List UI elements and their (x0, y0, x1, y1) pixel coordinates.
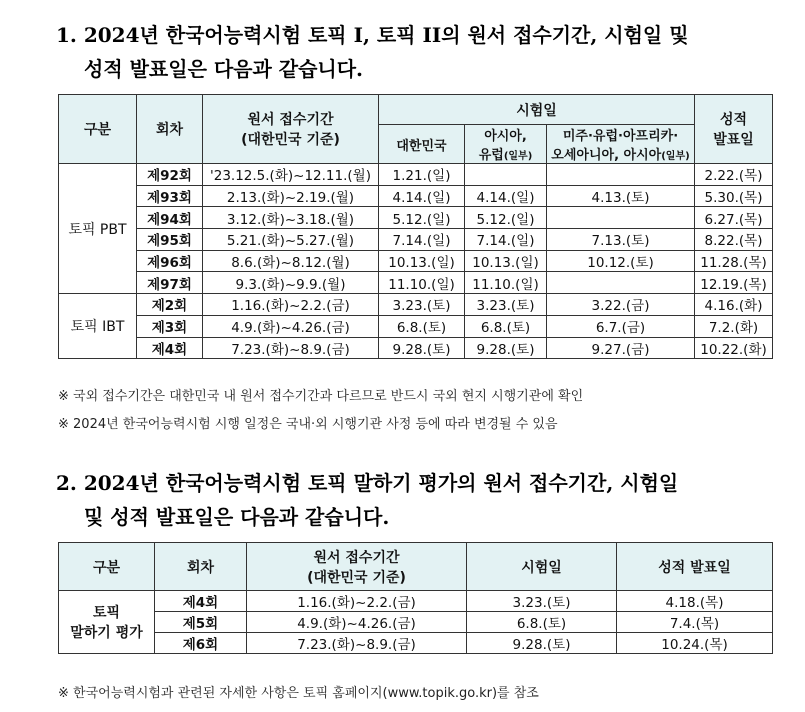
round-cell: 제94회 (137, 207, 203, 229)
table-row (59, 229, 773, 251)
header-other-line1: 미주·유럽·아프리카· (562, 129, 679, 144)
application-cell: 7.23.(화)~8.9.(금) (247, 633, 467, 654)
header-asia-sub: (일부) (503, 151, 533, 162)
round-cell: 제96회 (137, 250, 203, 272)
round-cell: 제2회 (137, 294, 203, 316)
table-row (59, 185, 773, 207)
section2-note: ※ 한국어능력시험과 관련된 자세한 사항은 토픽 홈페이지(www.topik.go.kr)를 참조 (58, 686, 539, 701)
header-result (695, 95, 773, 164)
section1-note-1: ※ 국외 접수기간은 대한민국 내 원서 접수기간과 다르므로 반드시 국외 현지 시행기관에 확인 (58, 389, 584, 404)
other-date-cell: 7.13.(토) (547, 229, 695, 251)
section1-note-2: ※ 2024년 한국어능력시험 시행 일정은 국내·외 시행기관 사정 등에 따라 변경될 수 있음 (58, 417, 558, 432)
result-cell: 4.16.(화) (695, 294, 773, 316)
section1-title-line1: 1. 2024년 한국어능력시험 토픽 I, 토픽 II의 원서 접수기간, 시험일 및 (56, 23, 689, 47)
korea-date-cell: 10.13.(일) (379, 250, 465, 272)
korea-date-cell: 11.10.(일) (379, 272, 465, 294)
header-asia-line1: 아시아, (484, 129, 527, 144)
korea-date-cell: 1.21.(일) (379, 164, 465, 186)
asia-date-cell (465, 164, 547, 186)
table-row (59, 250, 773, 272)
header-round: 회차 (137, 95, 203, 164)
asia-date-cell: 4.14.(일) (465, 185, 547, 207)
asia-date-cell: 9.28.(토) (465, 337, 547, 359)
header-result-line1: 성적 (719, 112, 748, 128)
table-row (59, 633, 773, 654)
other-date-cell: 4.13.(토) (547, 185, 695, 207)
group-speaking (59, 591, 155, 654)
round-cell: 제97회 (137, 272, 203, 294)
other-date-cell: 10.12.(토) (547, 250, 695, 272)
round-cell: 제6회 (155, 633, 247, 654)
round-cell: 제93회 (137, 185, 203, 207)
section2-title (56, 466, 678, 534)
table-row (59, 315, 773, 337)
korea-date-cell: 4.14.(일) (379, 185, 465, 207)
group-speaking-line2: 말하기 평가 (70, 625, 143, 641)
result-cell: 10.24.(목) (617, 633, 773, 654)
table-row (59, 337, 773, 359)
header-application-line1: 원서 접수기간 (313, 549, 400, 566)
result-cell: 7.4.(목) (617, 612, 773, 633)
asia-date-cell: 7.14.(일) (465, 229, 547, 251)
group-pbt: 토픽 PBT (59, 164, 137, 294)
other-date-cell (547, 207, 695, 229)
exam-date-cell: 3.23.(토) (467, 591, 617, 612)
table-row (59, 164, 773, 186)
header-exam-date: 시험일 (379, 95, 695, 125)
round-cell: 제4회 (155, 591, 247, 612)
group-speaking-line1: 토픽 (92, 605, 121, 621)
result-cell: 8.22.(목) (695, 229, 773, 251)
group-ibt: 토픽 IBT (59, 294, 137, 359)
application-cell: 7.23.(화)~8.9.(금) (203, 337, 379, 359)
section1-title (56, 18, 689, 86)
section2-title-line2: 및 성적 발표일은 다음과 같습니다. (84, 505, 390, 529)
other-date-cell: 3.22.(금) (547, 294, 695, 316)
korea-date-cell: 7.14.(일) (379, 229, 465, 251)
korea-date-cell: 6.8.(토) (379, 315, 465, 337)
korea-date-cell: 9.28.(토) (379, 337, 465, 359)
header-exam-date: 시험일 (467, 543, 617, 591)
round-cell: 제95회 (137, 229, 203, 251)
result-cell: 7.2.(화) (695, 315, 773, 337)
header-other (547, 125, 695, 164)
application-cell: 5.21.(화)~5.27.(월) (203, 229, 379, 251)
header-group: 구분 (59, 95, 137, 164)
other-date-cell (547, 164, 695, 186)
application-cell: 1.16.(화)~2.2.(금) (247, 591, 467, 612)
round-cell: 제4회 (137, 337, 203, 359)
header-asia (465, 125, 547, 164)
header-korea: 대한민국 (379, 125, 465, 164)
table-row (59, 591, 773, 612)
header-other-line2: 오세아니아, 아시아 (551, 148, 662, 163)
header-application-line1: 원서 접수기간 (247, 112, 334, 128)
result-cell: 5.30.(목) (695, 185, 773, 207)
exam-date-cell: 9.28.(토) (467, 633, 617, 654)
other-date-cell: 9.27.(금) (547, 337, 695, 359)
header-application (247, 543, 467, 591)
application-cell: 3.12.(화)~3.18.(월) (203, 207, 379, 229)
header-other-sub: (일부) (661, 151, 690, 162)
speaking-test-table (58, 542, 773, 654)
header-result-line2: 발표일 (713, 132, 754, 148)
result-cell: 12.19.(목) (695, 272, 773, 294)
application-cell: 1.16.(화)~2.2.(금) (203, 294, 379, 316)
header-application-line2: (대한민국 기준) (307, 569, 406, 586)
round-cell: 제3회 (137, 315, 203, 337)
result-cell: 10.22.(화) (695, 337, 773, 359)
header-round: 회차 (155, 543, 247, 591)
section1-title-line2: 성적 발표일은 다음과 같습니다. (84, 57, 364, 81)
table-row (59, 272, 773, 294)
asia-date-cell: 6.8.(토) (465, 315, 547, 337)
other-date-cell: 6.7.(금) (547, 315, 695, 337)
table-row (59, 207, 773, 229)
section2-title-line1: 2. 2024년 한국어능력시험 토픽 말하기 평가의 원서 접수기간, 시험일 (56, 471, 679, 495)
application-cell: 4.9.(화)~4.26.(금) (247, 612, 467, 633)
korea-date-cell: 5.12.(일) (379, 207, 465, 229)
result-cell: 2.22.(목) (695, 164, 773, 186)
application-cell: 4.9.(화)~4.26.(금) (203, 315, 379, 337)
header-asia-line2: 유럽 (478, 148, 504, 163)
asia-date-cell: 11.10.(일) (465, 272, 547, 294)
result-cell: 6.27.(목) (695, 207, 773, 229)
header-result: 성적 발표일 (617, 543, 773, 591)
round-cell: 제5회 (155, 612, 247, 633)
application-cell: 9.3.(화)~9.9.(월) (203, 272, 379, 294)
asia-date-cell: 3.23.(토) (465, 294, 547, 316)
topik-schedule-table (58, 94, 773, 359)
result-cell: 4.18.(목) (617, 591, 773, 612)
asia-date-cell: 5.12.(일) (465, 207, 547, 229)
exam-date-cell: 6.8.(토) (467, 612, 617, 633)
round-cell: 제92회 (137, 164, 203, 186)
application-cell: '23.12.5.(화)~12.11.(월) (203, 164, 379, 186)
table-row (59, 294, 773, 316)
header-group: 구분 (59, 543, 155, 591)
korea-date-cell: 3.23.(토) (379, 294, 465, 316)
asia-date-cell: 10.13.(일) (465, 250, 547, 272)
other-date-cell (547, 272, 695, 294)
table-row (59, 612, 773, 633)
application-cell: 2.13.(화)~2.19.(월) (203, 185, 379, 207)
application-cell: 8.6.(화)~8.12.(월) (203, 250, 379, 272)
header-application-line2: (대한민국 기준) (241, 132, 340, 148)
header-application (203, 95, 379, 164)
result-cell: 11.28.(목) (695, 250, 773, 272)
